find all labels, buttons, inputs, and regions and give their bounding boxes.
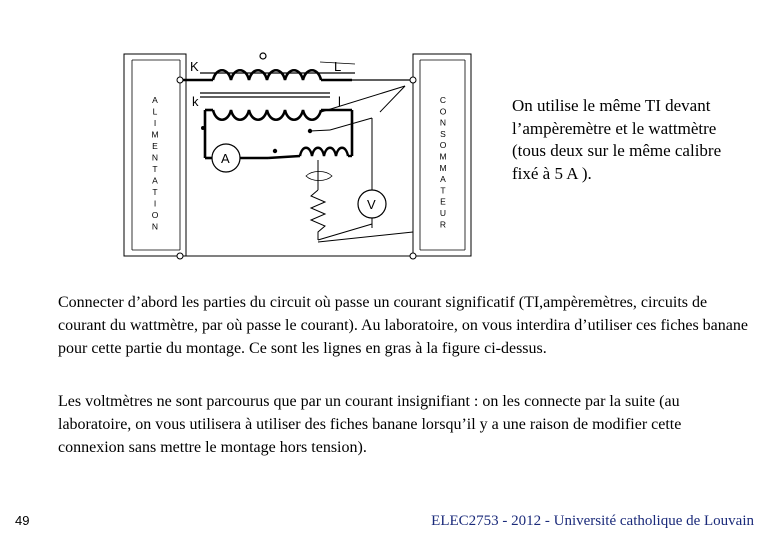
supply-label-letter: N xyxy=(151,221,159,232)
supply-label-letter: L xyxy=(152,106,158,117)
load-label-letter: E xyxy=(440,196,446,207)
load-label-letter: M xyxy=(439,151,447,162)
load-label-letter: O xyxy=(439,106,447,117)
label-K: K xyxy=(190,59,199,74)
supply-label-letter: T xyxy=(152,187,158,197)
primary-wire xyxy=(180,53,413,80)
paragraph-current-circuits: Connecter d’abord les parties du circuit où passe un courant significatif (TI,ampèremètres, circuits de courant du wattmètre, par où passe le courant). Au laboratoire, on vous interdira d’utiliser ces fiches banane pour cette partie du montage. Ce sont les lignes en gras à la figure ci-dessus. xyxy=(58,294,748,357)
load-label-letter: U xyxy=(439,208,447,218)
supply-label-letter: N xyxy=(151,152,159,163)
supply-label-letter: O xyxy=(151,210,159,220)
label-L: L xyxy=(334,59,342,74)
supply-label-letter: E xyxy=(152,141,158,151)
ammeter-label: A xyxy=(221,151,230,166)
ct-secondary-coil xyxy=(213,110,321,120)
page-number: 49 xyxy=(15,513,30,528)
ct-primary-coil xyxy=(213,70,321,80)
voltmeter-label: V xyxy=(367,197,376,212)
load-label-letter: S xyxy=(440,128,446,139)
wattmeter-voltage-resistor xyxy=(311,190,325,240)
supply-label-letter: I xyxy=(153,198,157,209)
figure-caption: On utilise le même TI devant l’ampèremètre et le wattmètre (tous deux sur le même calibre fixé à 5 A ). xyxy=(512,96,722,183)
load-label-letter: O xyxy=(439,140,447,151)
load-label-letter: R xyxy=(439,219,447,230)
supply-label-letter: M xyxy=(151,129,159,140)
load-label-letter: M xyxy=(439,162,447,173)
supply-label-letter: T xyxy=(152,164,158,174)
supply-label xyxy=(151,95,158,232)
load-label-letter: C xyxy=(439,95,447,105)
supply-label-letter: A xyxy=(152,175,158,186)
load-label-letter: T xyxy=(440,185,446,196)
paragraph-voltmeters: Les voltmètres ne sont parcourus que par un courant insignifiant : on les connecte par la suite (au laboratoire, on vous utilisera à utiliser des fiches banane lorsqu’il y a une raison de modifier cette connexion sans mettre le montage hors tension). xyxy=(58,393,682,456)
label-k: k xyxy=(192,94,199,109)
label-l: l xyxy=(338,94,341,109)
supply-label-letter: I xyxy=(153,118,157,128)
load-label xyxy=(439,95,446,229)
supply-label-letter: A xyxy=(152,95,158,105)
load-label-letter: N xyxy=(439,117,447,128)
footer-course: ELEC2753 - 2012 - Université catholique de Louvain xyxy=(431,513,754,529)
load-label-letter: A xyxy=(440,174,446,185)
wattmeter-current-coil xyxy=(300,148,348,156)
